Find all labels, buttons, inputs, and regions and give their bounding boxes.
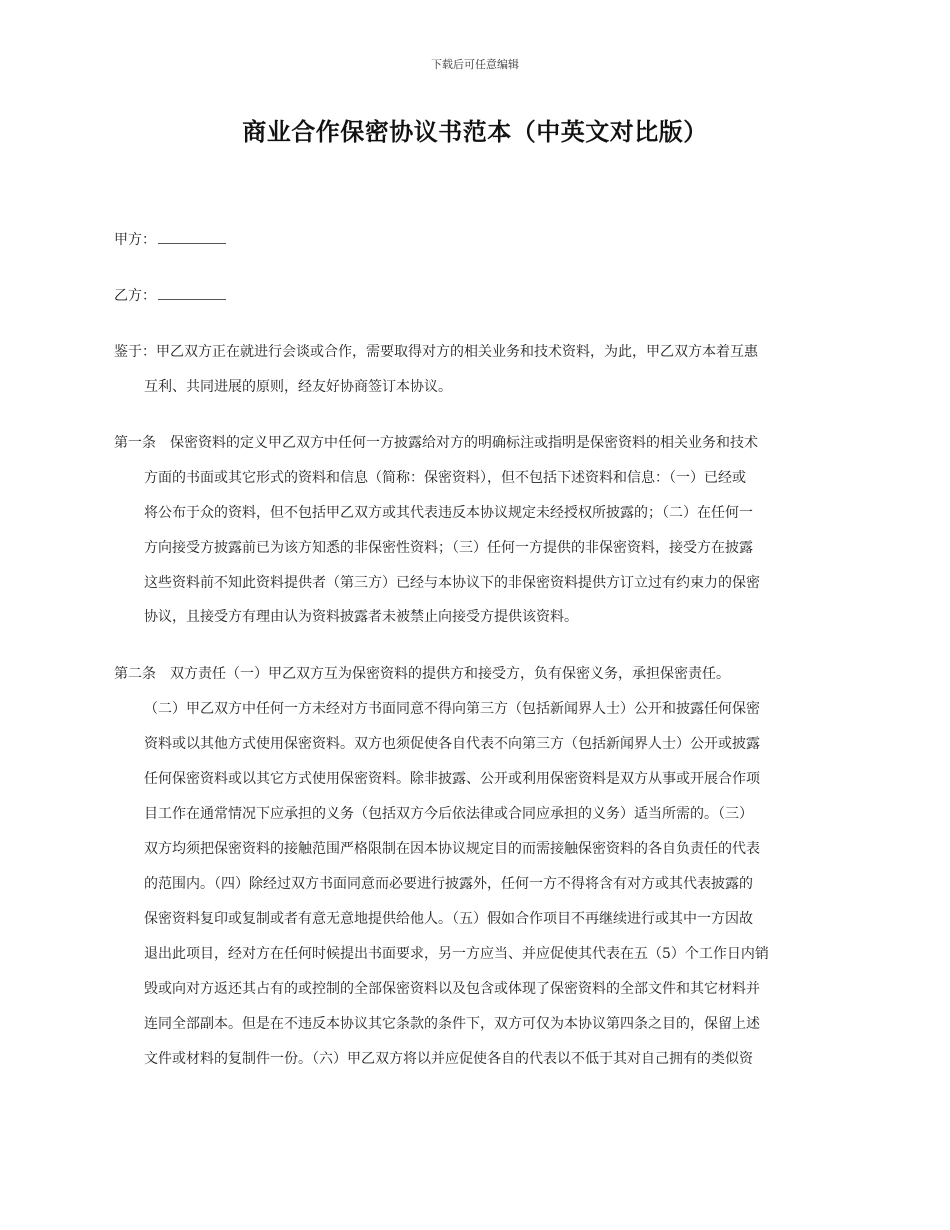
article-1-line: 协议，且接受方有理由认为资料披露者未被禁止向接受方提供该资料。 bbox=[144, 609, 578, 625]
preamble-line: 互利、共同进展的原则，经友好协商签订本协议。 bbox=[144, 379, 452, 395]
article-2-label: 第二条 bbox=[114, 666, 156, 682]
article-1-line: 将公布于众的资料，但不包括甲乙双方或其代表违反本协议规定未经授权所披露的；（二）在任何一 bbox=[144, 505, 753, 521]
article-1-line: 这些资料前不知此资料提供者（第三方）已经与本协议下的非保密资料提供方订立过有约束力的保密 bbox=[144, 575, 760, 591]
article-2-line: 保密资料复印或复制或者有意无意地提供给他人。（五）假如合作项目不再继续进行或其中一方因故 bbox=[144, 911, 753, 927]
article-2-line: 文件或材料的复制件一份。（六）甲乙双方将以并应促使各自的代表以不低于其对自己拥有的类似资 bbox=[144, 1051, 753, 1067]
page-header-note: 下载后可任意编辑 bbox=[431, 58, 519, 71]
article-2-line: 任何保密资料或以其它方式使用保密资料。除非披露、公开或利用保密资料是双方从事或开展合作项 bbox=[144, 771, 760, 787]
preamble-line: 鉴于：甲乙双方正在就进行会谈或合作，需要取得对方的相关业务和技术资料，为此，甲乙双方本着互惠 bbox=[114, 344, 758, 360]
party-a-label: 甲方： bbox=[114, 232, 156, 248]
article-2-line: 资料或以其他方式使用保密资料。双方也须促使各自代表不向第三方（包括新闻界人士）公开或披露 bbox=[144, 736, 760, 752]
article-2-line: 双方均须把保密资料的接触范围严格限制在因本协议规定目的而需接触保密资料的各自负责任的代表 bbox=[144, 841, 760, 857]
party-b-blank bbox=[158, 285, 226, 300]
article-2-line: 退出此项目，经对方在任何时候提出书面要求，另一方应当、并应促使其代表在五（5）个工作日内销 bbox=[144, 946, 769, 962]
article-1-text: 保密资料的定义甲乙双方中任何一方披露给对方的明确标注或指明是保密资料的相关业务和技术 bbox=[170, 435, 758, 451]
article-1-first-line bbox=[114, 433, 758, 453]
article-2-line: 连同全部副本。但是在不违反本协议其它条款的条件下，双方可仅为本协议第四条之目的，保留上述 bbox=[144, 1016, 760, 1032]
article-2-line: 毁或向对方返还其占有的或控制的全部保密资料以及包含或体现了保密资料的全部文件和其它材料并 bbox=[144, 981, 760, 997]
article-1-line: 方向接受方披露前已为该方知悉的非保密性资料；（三）任何一方提供的非保密资料，接受方在披露 bbox=[144, 540, 753, 556]
party-b-line bbox=[114, 285, 226, 306]
article-2-first-line bbox=[114, 664, 730, 684]
document-title: 商业合作保密协议书范本（中英文对比版） bbox=[242, 117, 708, 146]
article-1-line: 方面的书面或其它形式的资料和信息（简称：保密资料），但不包括下述资料和信息：（一）已经或 bbox=[144, 470, 746, 486]
party-b-label: 乙方： bbox=[114, 288, 156, 304]
article-2-text: 双方责任（一）甲乙双方互为保密资料的提供方和接受方，负有保密义务，承担保密责任。 bbox=[170, 666, 730, 682]
article-2-line: 目工作在通常情况下应承担的义务（包括双方今后依法律或合同应承担的义务）适当所需的。（三） bbox=[144, 806, 753, 822]
party-a-blank bbox=[158, 229, 226, 244]
article-2-line: 的范围内。（四）除经过双方书面同意而必要进行披露外，任何一方不得将含有对方或其代表披露的 bbox=[144, 876, 753, 892]
party-a-line bbox=[114, 229, 226, 250]
article-2-line: （二）甲乙双方中任何一方未经对方书面同意不得向第三方（包括新闻界人士）公开和披露任何保密 bbox=[144, 701, 760, 717]
article-1-label: 第一条 bbox=[114, 435, 156, 451]
